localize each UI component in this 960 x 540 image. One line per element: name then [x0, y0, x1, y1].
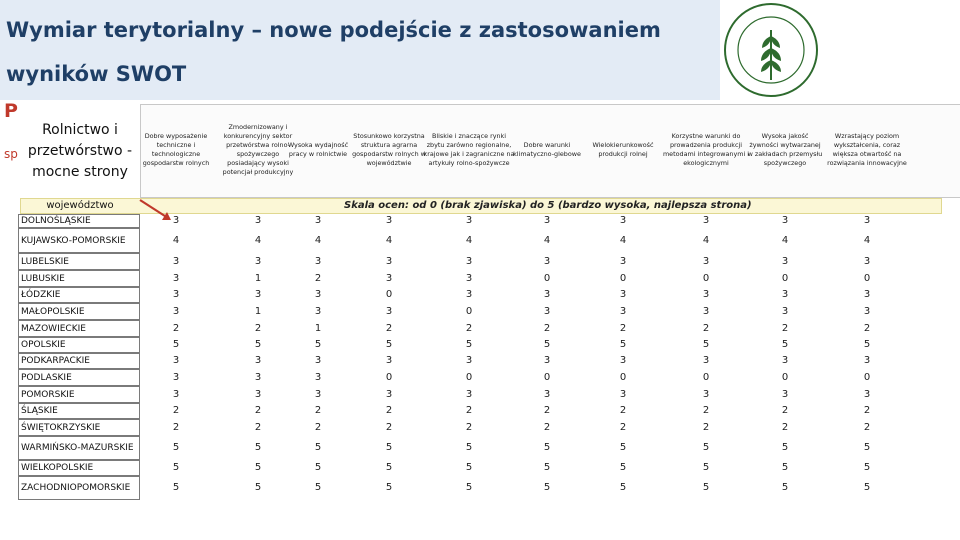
rating-cell: 3	[314, 389, 322, 400]
rating-cell: 3	[385, 355, 393, 366]
red-text-fragment: sp	[4, 147, 18, 161]
rating-cell: 3	[863, 256, 871, 267]
rating-cell: 3	[385, 273, 393, 284]
rating-cell: 3	[172, 289, 180, 300]
rating-cell: 3	[254, 256, 262, 267]
rating-cell: 3	[863, 289, 871, 300]
column-header: Bliskie i znaczące rynki zbytu zarówno regionalne, krajowe jak i zagraniczne na artykuły rolno-spożywcze	[423, 132, 515, 167]
rating-cell: 2	[781, 323, 789, 334]
rating-cell: 3	[863, 355, 871, 366]
rating-cell: 5	[863, 339, 871, 350]
rating-cell: 5	[254, 442, 262, 453]
rating-cell: 2	[172, 405, 180, 416]
region-name: LUBUSKIE	[18, 270, 140, 287]
rating-cell: 5	[254, 482, 262, 493]
rating-cell: 3	[702, 355, 710, 366]
scale-note: Skala ocen: od 0 (brak zjawiska) do 5 (bardzo wysoka, najlepsza strona)	[344, 200, 752, 211]
rating-cell: 5	[781, 442, 789, 453]
rating-cell: 3	[465, 256, 473, 267]
rating-cell: 3	[314, 372, 322, 383]
rating-cell: 2	[465, 422, 473, 433]
rating-cell: 3	[543, 256, 551, 267]
rating-cell: 3	[619, 306, 627, 317]
column-header: Korzystne warunki do prowadzenia produkcji metodami integrowanymi i ekologicznymi	[662, 132, 750, 167]
rating-cell: 5	[863, 442, 871, 453]
rating-cell: 5	[702, 462, 710, 473]
rating-cell: 2	[385, 323, 393, 334]
column-header: Zmodernizowany i konkurencyjny sektor przetwórstwa rolno-spożywczego posiadający wysoki potencjał produkcyjny	[222, 123, 294, 176]
rating-cell: 3	[385, 389, 393, 400]
rating-cell: 3	[781, 306, 789, 317]
region-name: ŚLĄSKIE	[18, 403, 140, 419]
rating-cell: 3	[781, 256, 789, 267]
region-name: DOLNOŚLĄSKIE	[18, 214, 140, 228]
region-name: WARMIŃSKO-MAZURSKIE	[18, 436, 140, 460]
rating-cell: 5	[385, 339, 393, 350]
rating-cell: 5	[254, 462, 262, 473]
rating-cell: 3	[172, 256, 180, 267]
rating-cell: 3	[254, 215, 262, 226]
rating-cell: 3	[465, 355, 473, 366]
rating-cell: 2	[863, 405, 871, 416]
rating-cell: 5	[863, 462, 871, 473]
rating-cell: 3	[172, 306, 180, 317]
column-header: Stosunkowo korzystna struktura agrarna gospodarstw rolnych w województwie	[352, 132, 426, 167]
region-name: ŚWIĘTOKRZYSKIE	[18, 419, 140, 436]
rating-cell: 3	[543, 215, 551, 226]
rating-cell: 2	[619, 422, 627, 433]
rating-cell: 3	[314, 355, 322, 366]
rating-cell: 3	[619, 256, 627, 267]
rating-cell: 2	[781, 422, 789, 433]
rating-cell: 5	[314, 442, 322, 453]
rating-cell: 5	[314, 482, 322, 493]
rating-cell: 0	[619, 372, 627, 383]
rating-cell: 2	[385, 405, 393, 416]
rating-cell: 3	[781, 355, 789, 366]
rating-cell: 0	[465, 372, 473, 383]
rating-cell: 2	[781, 405, 789, 416]
rating-cell: 2	[254, 422, 262, 433]
column-header: Wzrastający poziom wykształcenia, coraz większa otwartość na rozwiązania innowacyjne	[827, 132, 907, 167]
rating-cell: 5	[314, 339, 322, 350]
rating-cell: 5	[172, 442, 180, 453]
rating-cell: 5	[314, 462, 322, 473]
rating-cell: 5	[702, 442, 710, 453]
rating-cell: 4	[385, 235, 393, 246]
region-name: PODKARPACKIE	[18, 353, 140, 369]
rating-cell: 3	[254, 389, 262, 400]
rating-cell: 3	[781, 289, 789, 300]
rating-cell: 5	[172, 339, 180, 350]
rating-cell: 0	[863, 273, 871, 284]
region-name: MAZOWIECKIE	[18, 320, 140, 337]
rating-cell: 3	[385, 256, 393, 267]
rating-cell: 5	[172, 482, 180, 493]
rating-cell: 4	[172, 235, 180, 246]
rating-cell: 2	[465, 405, 473, 416]
region-name: KUJAWSKO-POMORSKIE	[18, 228, 140, 253]
rating-cell: 3	[254, 289, 262, 300]
rating-cell: 0	[702, 372, 710, 383]
rating-cell: 5	[619, 462, 627, 473]
rating-cell: 5	[781, 339, 789, 350]
rating-cell: 3	[314, 289, 322, 300]
rating-cell: 5	[385, 442, 393, 453]
red-letter-fragment: P	[4, 100, 18, 122]
rating-cell: 3	[314, 256, 322, 267]
rating-cell: 3	[314, 215, 322, 226]
rating-cell: 2	[702, 323, 710, 334]
rating-cell: 5	[543, 462, 551, 473]
rating-cell: 5	[465, 462, 473, 473]
table-corner-label: Rolnictwo i przetwórstwo - mocne strony	[27, 122, 133, 180]
rating-cell: 3	[863, 389, 871, 400]
rating-cell: 5	[619, 442, 627, 453]
rating-cell: 3	[543, 289, 551, 300]
rating-cell: 3	[172, 372, 180, 383]
rating-cell: 3	[702, 256, 710, 267]
rating-cell: 3	[702, 389, 710, 400]
rating-cell: 5	[781, 462, 789, 473]
rating-cell: 2	[543, 323, 551, 334]
rating-cell: 5	[702, 339, 710, 350]
rating-cell: 3	[385, 306, 393, 317]
region-name: WIELKOPOLSKIE	[18, 460, 140, 476]
rating-cell: 2	[619, 405, 627, 416]
rating-cell: 5	[781, 482, 789, 493]
rating-cell: 2	[314, 405, 322, 416]
region-name: PODLASKIE	[18, 369, 140, 386]
rating-cell: 3	[172, 355, 180, 366]
region-name: ŁÓDZKIE	[18, 287, 140, 303]
rating-cell: 5	[465, 442, 473, 453]
rating-cell: 3	[465, 273, 473, 284]
rating-cell: 5	[254, 339, 262, 350]
rating-cell: 3	[543, 306, 551, 317]
rating-cell: 0	[781, 273, 789, 284]
column-header: Dobre wyposażenie techniczne i technologiczne gospodarstw rolnych	[142, 132, 210, 167]
region-column-header: województwo	[46, 200, 114, 211]
rating-cell: 1	[314, 323, 322, 334]
rating-cell: 0	[863, 372, 871, 383]
rating-cell: 4	[863, 235, 871, 246]
rating-cell: 5	[385, 462, 393, 473]
rating-cell: 5	[385, 482, 393, 493]
rating-cell: 3	[172, 273, 180, 284]
rating-cell: 3	[781, 215, 789, 226]
rating-cell: 0	[543, 372, 551, 383]
rating-cell: 2	[543, 405, 551, 416]
rating-cell: 3	[543, 355, 551, 366]
rating-cell: 3	[619, 215, 627, 226]
column-header: Wysoka jakość żywności wytwarzanej w zakładach przemysłu spożywczego	[747, 132, 823, 167]
rating-cell: 2	[863, 323, 871, 334]
rating-cell: 0	[543, 273, 551, 284]
rating-cell: 3	[619, 289, 627, 300]
rating-cell: 4	[465, 235, 473, 246]
rating-cell: 2	[465, 323, 473, 334]
rating-cell: 3	[465, 215, 473, 226]
rating-cell: 2	[314, 273, 322, 284]
rating-cell: 3	[254, 372, 262, 383]
region-name: POMORSKIE	[18, 386, 140, 403]
rating-cell: 3	[254, 355, 262, 366]
rating-cell: 0	[465, 306, 473, 317]
rating-cell: 3	[619, 355, 627, 366]
region-name: OPOLSKIE	[18, 337, 140, 353]
rating-cell: 2	[702, 405, 710, 416]
rating-cell: 4	[702, 235, 710, 246]
rating-cell: 2	[254, 405, 262, 416]
rating-cell: 1	[254, 273, 262, 284]
rating-cell: 3	[172, 215, 180, 226]
rating-cell: 3	[702, 215, 710, 226]
rating-cell: 2	[172, 422, 180, 433]
rating-cell: 5	[543, 339, 551, 350]
rating-cell: 5	[619, 339, 627, 350]
rating-cell: 4	[619, 235, 627, 246]
rating-cell: 5	[543, 442, 551, 453]
rating-cell: 1	[254, 306, 262, 317]
rating-cell: 3	[702, 306, 710, 317]
rating-cell: 0	[781, 372, 789, 383]
rating-cell: 2	[702, 422, 710, 433]
rating-cell: 4	[543, 235, 551, 246]
rating-cell: 2	[543, 422, 551, 433]
rating-cell: 2	[863, 422, 871, 433]
rating-cell: 2	[254, 323, 262, 334]
rating-cell: 5	[863, 482, 871, 493]
rating-cell: 3	[619, 389, 627, 400]
column-header: Wysoka wydajność pracy w rolnictwie	[287, 141, 349, 158]
rating-cell: 0	[385, 289, 393, 300]
column-header: Wielokierunkowość produkcji rolnej	[592, 141, 654, 158]
rating-cell: 5	[172, 462, 180, 473]
rating-cell: 2	[314, 422, 322, 433]
rating-cell: 3	[702, 289, 710, 300]
rating-cell: 3	[543, 389, 551, 400]
rating-cell: 5	[619, 482, 627, 493]
rating-cell: 5	[465, 482, 473, 493]
region-name: MAŁOPOLSKIE	[18, 303, 140, 320]
rating-cell: 3	[465, 389, 473, 400]
column-header: Dobre warunki klimatyczno-glebowe	[513, 141, 581, 158]
rating-cell: 2	[385, 422, 393, 433]
slide-title: Wymiar terytorialny – nowe podejście z zastosowaniem wyników SWOT	[6, 18, 661, 86]
rating-cell: 3	[863, 306, 871, 317]
rating-cell: 5	[465, 339, 473, 350]
rating-cell: 0	[385, 372, 393, 383]
rating-cell: 4	[314, 235, 322, 246]
rating-cell: 3	[172, 389, 180, 400]
rating-cell: 0	[619, 273, 627, 284]
region-name: ZACHODNIOPOMORSKIE	[18, 476, 140, 500]
region-name: LUBELSKIE	[18, 253, 140, 270]
rating-cell: 5	[702, 482, 710, 493]
rating-cell: 3	[781, 389, 789, 400]
rating-cell: 4	[254, 235, 262, 246]
rating-cell: 2	[619, 323, 627, 334]
rating-cell: 4	[781, 235, 789, 246]
rating-cell: 3	[465, 289, 473, 300]
rating-cell: 2	[172, 323, 180, 334]
rating-cell: 3	[314, 306, 322, 317]
rating-cell: 0	[702, 273, 710, 284]
rating-cell: 3	[385, 215, 393, 226]
rating-cell: 3	[863, 215, 871, 226]
rating-cell: 5	[543, 482, 551, 493]
